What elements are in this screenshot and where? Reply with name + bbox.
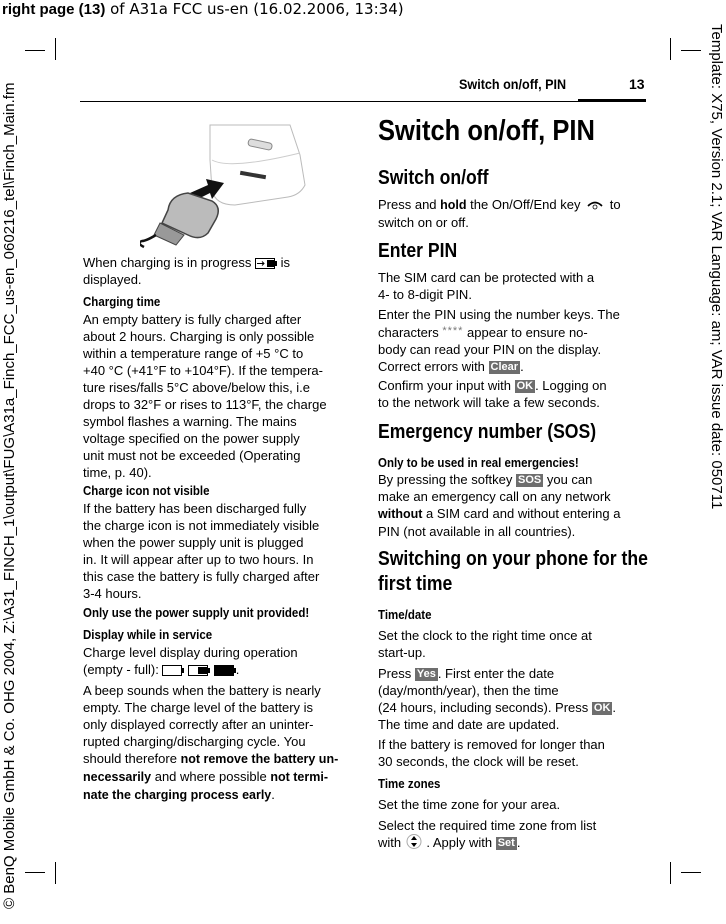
- bold-text: hold: [440, 198, 467, 212]
- section-heading: [378, 420, 651, 445]
- paragraph: [378, 377, 653, 411]
- crop-mark: [55, 38, 56, 60]
- page-header-bold: right page (13): [2, 1, 106, 18]
- subheading: [83, 627, 331, 644]
- text: Charge level display during operation (empty - full):: [83, 645, 298, 677]
- running-header-title: Switch on/off, PIN: [459, 76, 567, 92]
- navigation-key-icon: [405, 834, 423, 849]
- text: Charging time: [83, 295, 161, 309]
- charging-battery-icon: [255, 258, 277, 269]
- crop-mark: [670, 862, 671, 884]
- paragraph: [83, 254, 353, 288]
- crop-mark: [670, 38, 671, 60]
- paragraph: [83, 644, 353, 678]
- subheading: [83, 605, 331, 622]
- text: Enter the PIN using the number keys. The characters: [378, 307, 620, 340]
- text: The SIM card can be protected with a 4- to 8-digit PIN.: [378, 270, 595, 302]
- text: .: [520, 359, 524, 374]
- text: Only use the power supply unit provided!: [83, 606, 310, 620]
- crop-mark: [681, 872, 701, 873]
- text: a SIM card and without entering a PIN (not available in all countries).: [378, 506, 621, 539]
- section-heading: [378, 239, 651, 264]
- text: the On/Off/End key: [466, 197, 585, 212]
- template-side-text: Template: X75, Version 2.1; VAR Language: am; VAR issue date: 050711: [708, 24, 725, 510]
- softkey-clear-label: Clear: [490, 361, 519, 373]
- text: .: [271, 787, 275, 802]
- text: . Logging on to the network will take a few seconds.: [378, 378, 607, 410]
- paragraph: [378, 269, 653, 303]
- subheading: [83, 483, 331, 500]
- text: Confirm your input with: [378, 378, 515, 393]
- text: An empty battery is fully charged after about 2 hours. Charging is only possible within a temperature range of +5 °C to +40 °C (+41°F to +104°F). If the tempera- ture rises/falls 5°C above/below this, i.e drops to 32°F or rises to 113°F, the charge symbol flashes a warning. The mains voltage specified on the power supply unit must not be exceeded (Operating time, p. 40).: [83, 312, 327, 480]
- paragraph: [378, 196, 653, 231]
- crop-mark: [681, 50, 701, 51]
- header-rule-accent: [578, 99, 646, 102]
- softkey-ok-label: OK: [593, 702, 611, 714]
- text: Set the time zone for your area.: [378, 797, 561, 812]
- text: .: [516, 835, 521, 850]
- text: By pressing the softkey: [378, 472, 517, 487]
- pin-mask-stars: ****: [442, 325, 464, 337]
- crop-mark: [25, 872, 45, 873]
- text: . First enter the date (day/month/year), then the time (24 hours, including seconds). Press: [378, 666, 589, 715]
- page-number: 13: [629, 76, 645, 92]
- text: is displayed.: [83, 255, 290, 287]
- text: Charge icon not visible: [83, 484, 210, 498]
- paragraph: [83, 682, 353, 804]
- paragraph: [378, 796, 653, 813]
- paragraph: [378, 627, 653, 661]
- text: Switching on your phone for the first time: [378, 548, 648, 595]
- text: Press: [378, 666, 415, 681]
- copyright-side-text: © BenQ Mobile GmbH & Co. OHG 2004, Z:\A31_FINCH_1\output\FUG\A31a_Finch_FCC_us-en_060216_tel\Finch_Main.fm: [1, 82, 18, 909]
- text: Time zones: [378, 777, 441, 791]
- subheading: [378, 776, 631, 793]
- text: Press and: [378, 197, 441, 212]
- battery-empty-icon: [162, 665, 184, 676]
- softkey-yes-label: Yes: [416, 668, 436, 680]
- section-title: [378, 115, 620, 147]
- text: . The time and date are updated.: [378, 700, 617, 732]
- text: Switch on/off, PIN: [378, 115, 595, 147]
- text: appear to ensure no- body can read your PIN on the display. Correct errors with: [378, 325, 602, 374]
- text: . Apply with: [422, 835, 496, 850]
- text: When charging is in progress: [83, 255, 255, 270]
- text: If the battery is removed for longer than 30 seconds, the clock will be reset.: [378, 737, 605, 769]
- subheading: [83, 294, 331, 311]
- softkey-set-label: Set: [497, 837, 515, 849]
- battery-full-icon: [214, 665, 236, 676]
- paragraph: [378, 665, 653, 733]
- battery-half-icon: [188, 665, 210, 676]
- bold-text: without: [378, 507, 423, 521]
- subheading: [378, 455, 631, 472]
- page-header-rest: of A31a FCC us-en (16.02.2006, 13:34): [105, 0, 404, 18]
- text: If the battery has been discharged fully the charge icon is not immediately visible when the power supply unit is plugged in. It will appear after up to two hours. In this case the battery is fully charged after 3-4 hours.: [83, 501, 320, 601]
- paragraph: [83, 500, 353, 602]
- bold-text: not remove the battery un- necessarily: [83, 752, 339, 784]
- text: Emergency number (SOS): [378, 421, 597, 443]
- text: .: [235, 662, 240, 677]
- crop-mark: [55, 862, 56, 884]
- softkey-ok-label: OK: [516, 380, 534, 392]
- text: to switch on or off.: [378, 197, 621, 230]
- text: A beep sounds when the battery is nearly empty. The charge level of the battery is only displayed correctly after an uninter- rupted charging/discharging cycle. You should therefore: [83, 683, 321, 766]
- text: Time/date: [378, 608, 432, 622]
- header-rule: [80, 101, 646, 102]
- bold-text: not termi- nate the charging process early: [83, 770, 328, 802]
- section-heading: [378, 547, 651, 597]
- paragraph: [83, 311, 353, 481]
- text: Set the clock to the right time once at start-up.: [378, 628, 592, 660]
- section-heading: [378, 166, 651, 191]
- paragraph: [378, 471, 653, 540]
- text: Only to be used in real emergencies!: [378, 456, 579, 470]
- subheading: [378, 607, 631, 624]
- page-header: [2, 0, 404, 18]
- text: Enter PIN: [378, 240, 458, 262]
- charger-plug-illustration: [140, 115, 310, 250]
- text: and where possible: [151, 769, 271, 784]
- end-key-icon: [584, 198, 606, 211]
- text: Display while in service: [83, 628, 213, 642]
- paragraph: [378, 306, 653, 375]
- crop-mark: [25, 50, 45, 51]
- text: you can make an emergency call on any network: [378, 472, 611, 504]
- text: Select the required time zone from list with: [378, 818, 597, 850]
- paragraph: [378, 817, 653, 851]
- paragraph: [378, 736, 653, 770]
- softkey-sos-label: SOS: [518, 474, 542, 486]
- text: Switch on/off: [378, 167, 489, 189]
